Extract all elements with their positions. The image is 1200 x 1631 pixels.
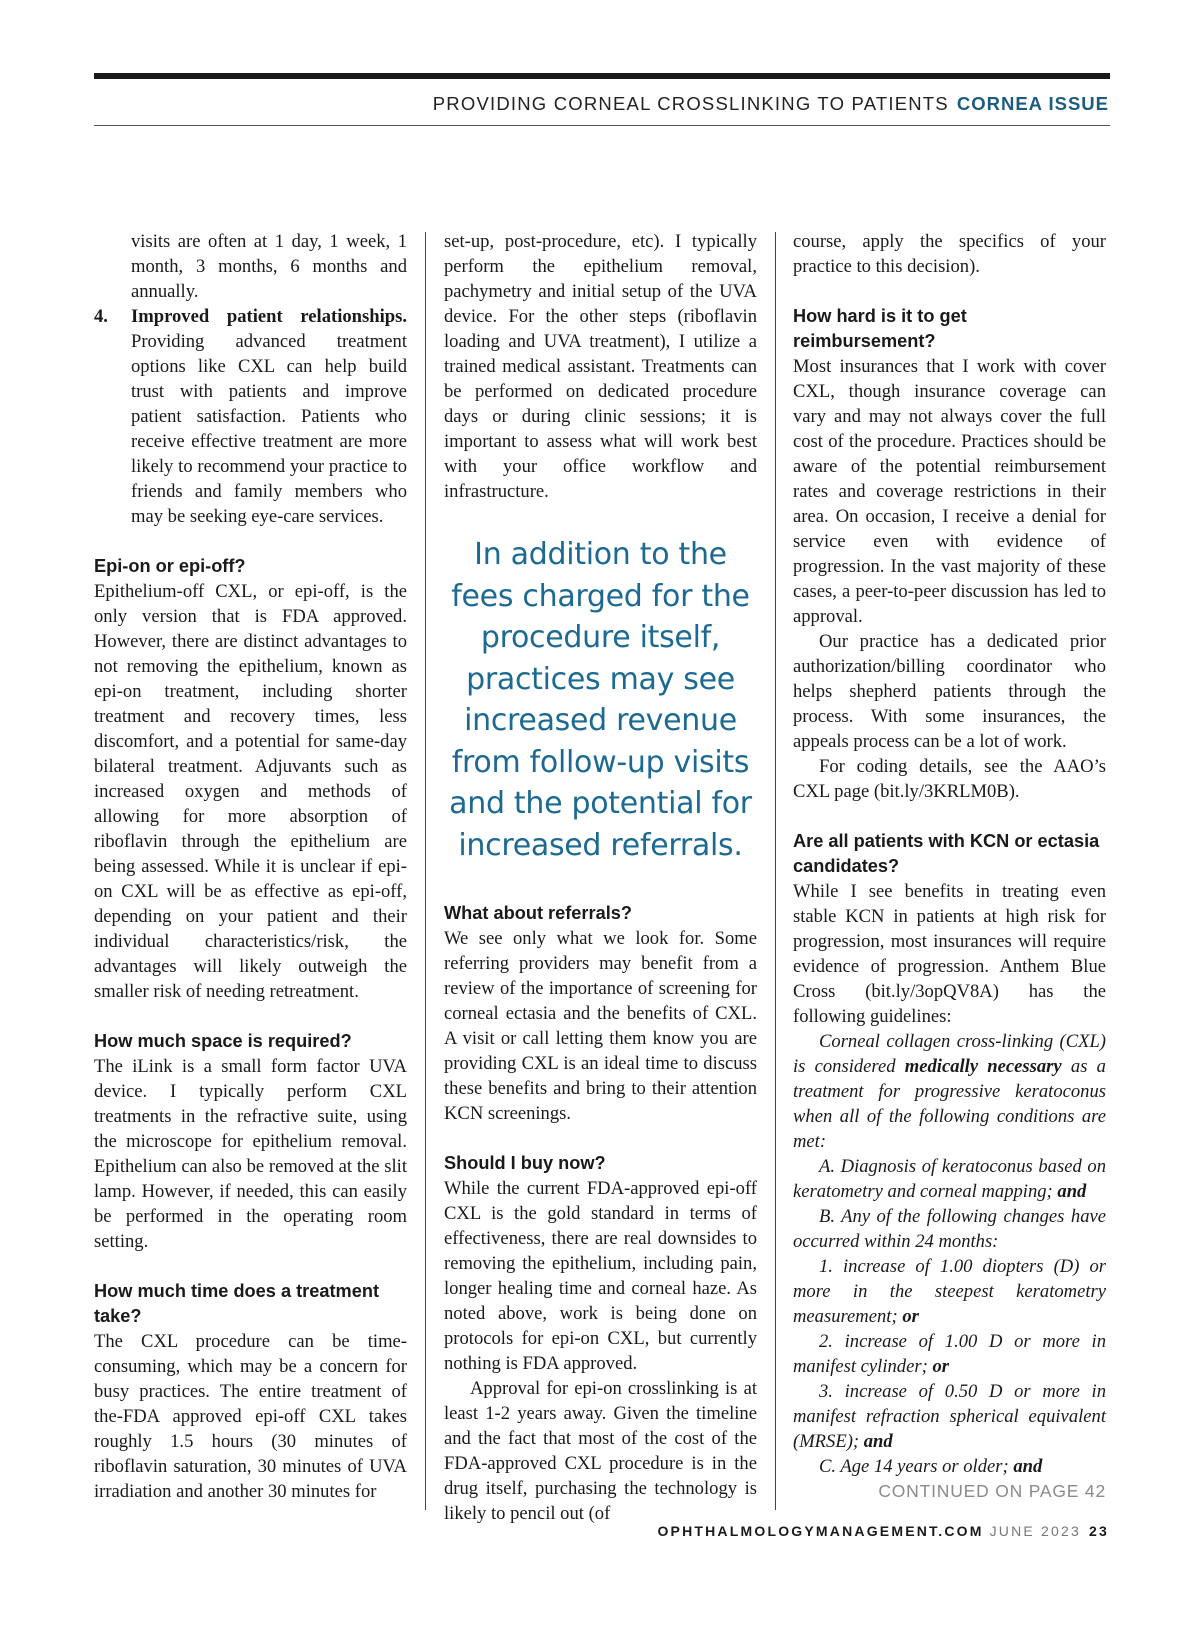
continued-notice: CONTINUED ON PAGE 42 (878, 1481, 1106, 1501)
subhead-candidates: Are all patients with KCN or ectasia candidates? (793, 831, 1100, 876)
paragraph-reimbursement-3: For coding details, see the AAO’s CXL page (bit.ly/3KRLM0B). (793, 756, 1106, 802)
pull-quote: In addition to the fees charged for the procedure itself, practices may see increased revenue from follow-up visits and the potential for increased referrals. (449, 537, 752, 863)
issue-date: JUNE 2023 (989, 1523, 1082, 1539)
paragraph-course: course, apply the specifics of your practice to this decision). (793, 231, 1106, 277)
paragraph-buy-2: Approval for epi-on crosslinking is at least 1-2 years away. Given the timeline and the fact that most of the cost of the FDA-approved CXL procedure is in the drug itself, purchasing the technology is likely to pencil out (of (444, 1378, 757, 1524)
list-item-4 (94, 304, 407, 529)
issue-label: CORNEA ISSUE (956, 93, 1109, 114)
guideline-intro: Corneal collagen cross-linking (CXL) is considered medically necessary as a treatment for progressive keratoconus when all of the following conditions are met: (793, 1031, 1106, 1152)
column-divider (425, 232, 426, 1510)
subhead-time: How much time does a treatment take? (94, 1281, 379, 1326)
subhead-space: How much space is required? (94, 1031, 352, 1051)
column-3 (793, 229, 1106, 1504)
paragraph-candidates: While I see benefits in treating even stable KCN in patients at high risk for progression, most insurances will require evidence of progression. Anthem Blue Cross (bit.ly/3opQV8A) has the following guidelines: (793, 881, 1106, 1027)
page-footer (657, 1523, 1109, 1539)
running-header (433, 93, 1109, 115)
paragraph-epi: Epithelium-off CXL, or epi-off, is the only version that is FDA approved. However, there are distinct advantages to not removing the epithelium, known as epi-on treatment, including shorter treatment and recovery times, less discomfort, and a potential for same-day bilateral treatment. Adjuvants such as increased oxygen and methods of allowing for more absorption of riboflavin through the epithelium are being assessed. While it is unclear if epi-on CXL will be as effective as epi-off, depending on your patient and their individual characteristics/risk, the advantages will likely outweigh the smaller risk of needing retreatment. (94, 581, 407, 1002)
subhead-reimbursement: How hard is it to get reimbursement? (793, 306, 967, 351)
top-rule (94, 73, 1110, 79)
guideline-1: 1. increase of 1.00 diopters (D) or more in the steepest keratometry measurement; or (793, 1256, 1106, 1327)
list-item-3-continued: visits are often at 1 day, 1 week, 1 month, 3 months, 6 months and annually. (131, 231, 407, 302)
guideline-a: A. Diagnosis of keratoconus based on keratometry and corneal mapping; and (793, 1156, 1106, 1202)
subhead-epi: Epi-on or epi-off? (94, 556, 246, 576)
list-number: 4. (94, 306, 108, 327)
column-divider (775, 232, 776, 1510)
paragraph-time: The CXL procedure can be time-consuming, which may be a concern for busy practices. The entire treatment of the-FDA approved epi-off CXL takes roughly 1.5 hours (30 minutes of riboflavin saturation, 30 minutes of UVA irradiation and another 30 minutes for (94, 1331, 407, 1502)
section-title: PROVIDING CORNEAL CROSSLINKING TO PATIENTS (432, 93, 949, 114)
header-rule (94, 125, 1110, 126)
list-item-4-text (131, 304, 407, 529)
paragraph-setup: set-up, post-procedure, etc). I typically perform the epithelium removal, pachymetry and initial setup of the UVA device. For the other steps (riboflavin loading and UVA treatment), I utilize a trained medical assistant. Treatments can be performed on dedicated procedure days or during clinic sessions; it is important to assess what will work best with your office workflow and infrastructure. (444, 231, 757, 502)
paragraph-space: The iLink is a small form factor UVA device. I typically perform CXL treatments in the refractive suite, using the microscope for epithelium removal. Epithelium can also be removed at the slit lamp. However, if needed, this can easily be performed in the operating room setting. (94, 1056, 407, 1252)
column-2 (444, 229, 757, 1526)
guideline-2: 2. increase of 1.00 D or more in manifest cylinder; or (793, 1331, 1106, 1377)
guideline-3: 3. increase of 0.50 D or more in manifest refraction spherical equivalent (MRSE); and (793, 1381, 1106, 1452)
list-item-4-body: Providing advanced treatment options like CXL can help build trust with patients and improve patient satisfaction. Patients who receive effective treatment are more likely to recommend your practice to friends and family members who may be seeking eye-care services. (131, 331, 407, 527)
medically-necessary: medically necessary (904, 1056, 1062, 1077)
column-1 (94, 229, 407, 1504)
list-item-4-title: Improved patient relationships. (131, 306, 407, 327)
guideline-b: B. Any of the following changes have occurred within 24 months: (793, 1206, 1106, 1252)
subhead-referrals: What about referrals? (444, 903, 632, 923)
page-number: 23 (1089, 1523, 1109, 1539)
paragraph-buy-1: While the current FDA-approved epi-off CXL is the gold standard in terms of effectiveness, there are real downsides to removing the epithelium, including pain, longer healing time and corneal haze. As noted above, work is being done on protocols for epi-on CXL, but currently nothing is FDA approved. (444, 1178, 757, 1374)
paragraph-referrals: We see only what we look for. Some referring providers may benefit from a review of the importance of screening for corneal ectasia and the benefits of CXL. A visit or call letting them know you are providing CXL is an ideal time to discuss these benefits and bring to their attention KCN screenings. (444, 928, 757, 1124)
paragraph-reimbursement-2: Our practice has a dedicated prior authorization/billing coordinator who helps shepherd patients through the process. With some insurances, the appeals process can be a lot of work. (793, 631, 1106, 752)
subhead-buy: Should I buy now? (444, 1153, 606, 1173)
site-name: OPHTHALMOLOGYMANAGEMENT.COM (657, 1523, 984, 1539)
guideline-c: C. Age 14 years or older; and (819, 1456, 1043, 1477)
paragraph-reimbursement-1: Most insurances that I work with cover CXL, though insurance coverage can vary and may not always cover the full cost of the procedure. Practices should be aware of the potential reimbursement rates and coverage restrictions in their area. On occasion, I receive a denial for service even with evidence of progression. In the vast majority of these cases, a peer-to-peer discussion has led to approval. (793, 356, 1106, 627)
